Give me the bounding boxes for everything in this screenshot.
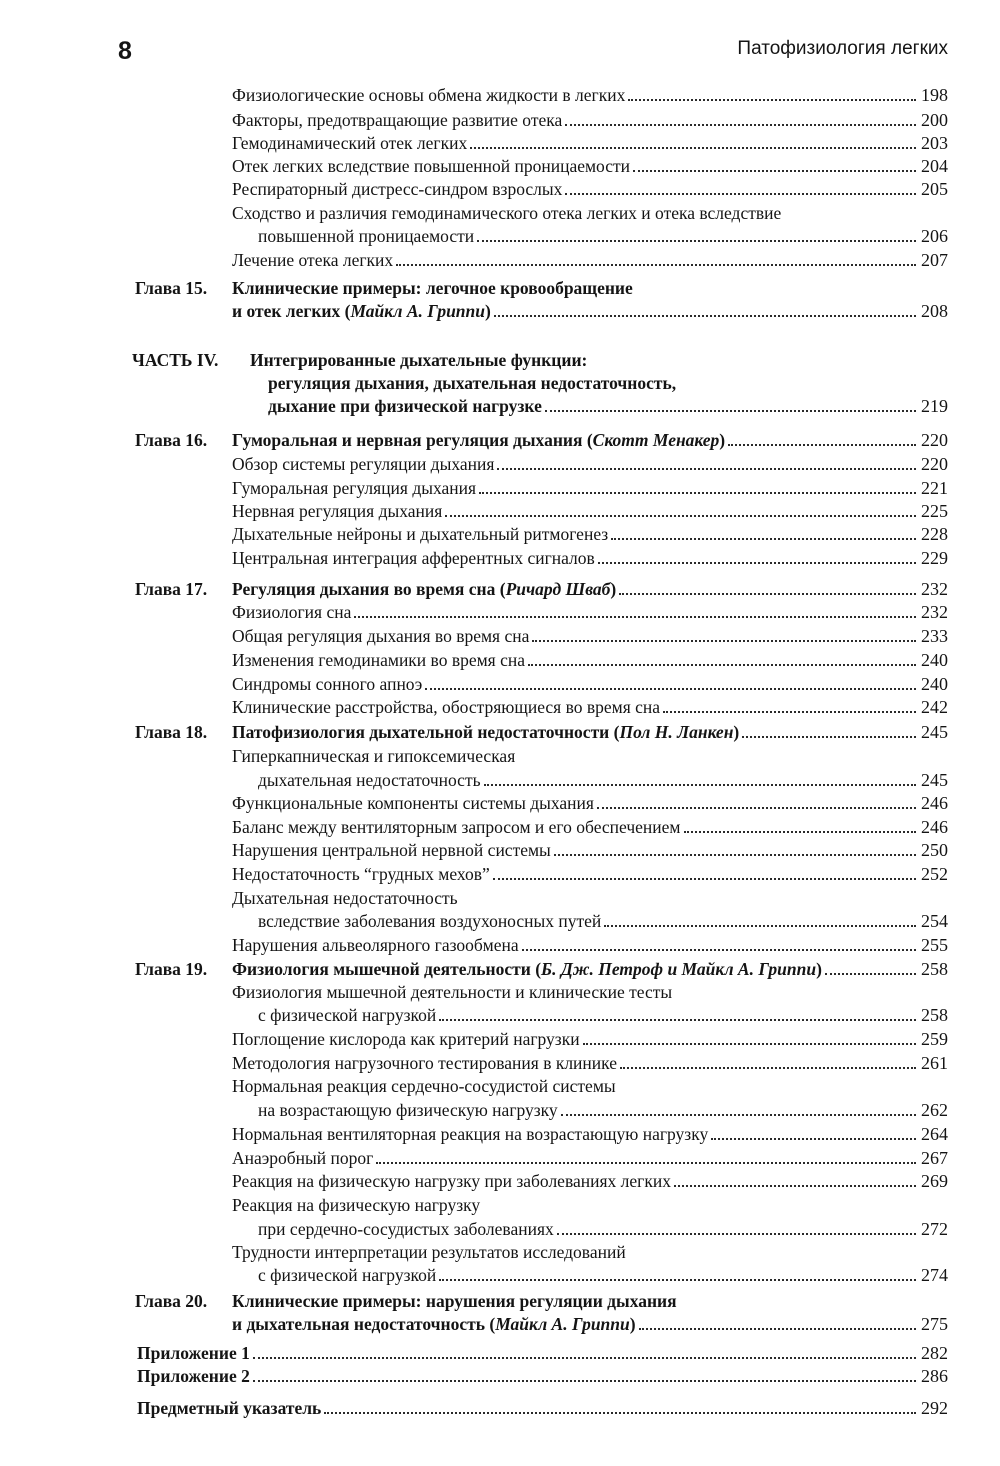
toc-entry xyxy=(135,1003,948,1027)
toc-entry xyxy=(135,177,948,201)
toc-entry-title xyxy=(232,1074,616,1098)
toc-entry-title xyxy=(258,1263,436,1287)
toc-leader-dots xyxy=(376,1162,915,1164)
toc-leader-dots xyxy=(620,1067,916,1069)
toc-page-number: 232 xyxy=(921,579,948,599)
toc-leader-dots xyxy=(470,147,916,149)
toc-page-number: 275 xyxy=(921,1314,948,1334)
toc-entry xyxy=(135,744,948,768)
toc-entry xyxy=(135,838,948,862)
toc-entry-title xyxy=(137,1341,250,1365)
toc-author: Пол Н. Ланкен xyxy=(619,722,734,742)
toc-heading xyxy=(135,1289,948,1313)
toc-entry-text: Нормальная реакция сердечно-сосудистой системы xyxy=(232,1076,616,1096)
toc-leader-dots xyxy=(728,444,916,446)
toc-entry-text: Нормальная вентиляторная реакция на возрастающую нагрузку xyxy=(232,1124,709,1144)
toc-entry-title xyxy=(232,672,422,696)
toc-leader-dots xyxy=(598,562,916,564)
toc-page-number: 206 xyxy=(921,226,948,246)
toc-page-number: 225 xyxy=(921,501,948,521)
toc-entry xyxy=(135,299,948,323)
toc-entry-title xyxy=(232,1146,373,1170)
toc-entry-title xyxy=(258,768,481,792)
toc-entry-text: дыхание при физической нагрузке xyxy=(268,396,542,416)
toc-entry xyxy=(135,1169,948,1193)
toc-entry xyxy=(135,522,948,546)
toc-entry-text: Методология нагрузочного тестирования в клинике xyxy=(232,1053,617,1073)
toc-page-number: 258 xyxy=(921,959,948,979)
toc-entry-text: вследствие заболевания воздухоносных путей xyxy=(258,911,602,931)
toc-label: Глава 18. xyxy=(135,722,208,742)
toc-page-number: 245 xyxy=(921,770,948,790)
toc-entry-title: Гуморальная и нервная регуляция дыхания (Скотт Менакер) xyxy=(232,430,726,450)
toc-leader-dots xyxy=(528,664,916,666)
toc-author: Майкл А. Гриппи xyxy=(350,301,486,321)
toc-heading xyxy=(135,276,948,300)
toc-entry-text: Синдромы сонного апноэ xyxy=(232,674,423,694)
toc-heading xyxy=(135,720,948,744)
toc-heading xyxy=(135,957,948,981)
toc-entry xyxy=(132,371,948,395)
toc-page-number: 269 xyxy=(921,1171,948,1191)
toc-entry-title xyxy=(232,499,442,523)
toc-entry-title xyxy=(268,371,676,395)
toc-entry-title xyxy=(268,394,542,418)
toc-entry-text: Сходство и различия гемодинамического отека легких и отека вследствие xyxy=(232,203,782,223)
toc-entry-title xyxy=(232,933,519,957)
toc-leader-dots xyxy=(494,315,916,317)
toc-leader-dots xyxy=(619,593,916,595)
toc-entry xyxy=(135,131,948,155)
toc-entry-text: Общая регуляция дыхания во время сна xyxy=(232,626,530,646)
toc-entry-text: Гемодинамический отек легких xyxy=(232,133,468,153)
toc-page-number: 208 xyxy=(921,301,948,321)
toc-entry xyxy=(135,452,948,476)
toc-entry-title xyxy=(232,248,393,272)
toc-page-number: 261 xyxy=(921,1053,948,1073)
toc-leader-dots xyxy=(439,1019,916,1021)
toc-entry-text: Приложение 2 xyxy=(137,1366,250,1386)
toc-entry-title: и отек легких (Майкл А. Гриппи) xyxy=(232,301,491,321)
toc-page-number: 246 xyxy=(921,817,948,837)
toc-page-number: 245 xyxy=(921,722,948,742)
toc-entry-title: и дыхательная недостаточность (Майкл А. Гриппи) xyxy=(232,1314,636,1334)
toc-page-number: 220 xyxy=(921,454,948,474)
toc-leader-dots xyxy=(565,124,916,126)
toc-entry-title xyxy=(232,522,608,546)
toc-page-number: 242 xyxy=(921,697,948,717)
toc-page-number: 233 xyxy=(921,626,948,646)
toc-entry-title: Регуляция дыхания во время сна (Ричард Шваб) xyxy=(232,579,617,599)
toc-entry-text: Интегрированные дыхательные функции: xyxy=(250,350,588,370)
toc-leader-dots xyxy=(663,711,916,713)
toc-entry-title xyxy=(137,1396,321,1420)
toc-page-number: 264 xyxy=(921,1124,948,1144)
toc-entry-text: Нарушения центральной нервной системы xyxy=(232,840,551,860)
toc-entry-title xyxy=(232,1193,480,1217)
toc-entry-text: Патофизиология дыхательной недостаточности xyxy=(232,722,610,742)
toc-leader-dots xyxy=(354,616,915,618)
toc-entry xyxy=(135,909,948,933)
toc-entry-text: Лечение отека легких xyxy=(232,250,394,270)
toc-entry xyxy=(137,1364,948,1388)
toc-page-number: 204 xyxy=(921,156,948,176)
toc-entry-text: Предметный указатель xyxy=(137,1398,322,1418)
toc-page-number: 240 xyxy=(921,650,948,670)
toc-entry xyxy=(137,1341,948,1365)
toc-entry-title xyxy=(258,224,474,248)
toc-leader-dots xyxy=(554,854,916,856)
toc-entry-title xyxy=(232,83,625,107)
toc-entry-text: Регуляция дыхания во время сна xyxy=(232,579,496,599)
toc-label: Глава 19. xyxy=(135,959,208,979)
toc-entry xyxy=(135,1098,948,1122)
toc-leader-dots xyxy=(742,736,916,738)
toc-entry-text: Факторы, предотвращающие развитие отека xyxy=(232,110,563,130)
toc-entry xyxy=(135,499,948,523)
toc-entry-text: Приложение 1 xyxy=(137,1343,250,1363)
toc-label: Глава 16. xyxy=(135,430,208,450)
toc-entry-text: Гуморальная регуляция дыхания xyxy=(232,478,477,498)
toc-entry-text: повышенной проницаемости xyxy=(258,226,475,246)
toc-entry-title xyxy=(232,546,595,570)
toc-entry-title xyxy=(232,177,562,201)
toc-leader-dots xyxy=(253,1357,916,1359)
toc-entry-title: Патофизиология дыхательной недостаточности (Пол Н. Ланкен) xyxy=(232,722,740,742)
toc-entry xyxy=(135,933,948,957)
toc-entry-title xyxy=(232,1169,671,1193)
toc-entry-title xyxy=(232,1051,617,1075)
toc-entry xyxy=(135,83,948,107)
toc-page-number: 254 xyxy=(921,911,948,931)
toc-page-number: 221 xyxy=(921,478,948,498)
toc-page-number: 229 xyxy=(921,548,948,568)
toc-entry-title xyxy=(232,201,781,225)
toc-heading xyxy=(135,428,948,452)
toc-entry-text: Нарушения альвеолярного газообмена xyxy=(232,935,519,955)
toc-leader-dots xyxy=(477,240,916,242)
toc-entry xyxy=(135,791,948,815)
toc-author: Скотт Менакер xyxy=(592,430,720,450)
toc-heading xyxy=(135,577,948,601)
toc-entry xyxy=(135,886,948,910)
toc-entry-text: Клинические примеры: нарушения регуляции дыхания xyxy=(232,1291,677,1311)
toc-entry xyxy=(132,394,948,418)
toc-entry-text: Трудности интерпретации результатов исследований xyxy=(232,1242,626,1262)
toc-entry xyxy=(135,248,948,272)
toc-leader-dots xyxy=(324,1412,915,1414)
toc-leader-dots xyxy=(497,468,915,470)
toc-leader-dots xyxy=(565,193,915,195)
toc-entry xyxy=(135,672,948,696)
toc-entry xyxy=(135,1240,948,1264)
toc-entry xyxy=(135,600,948,624)
toc-page-number: 262 xyxy=(921,1100,948,1120)
toc-label: Глава 17. xyxy=(135,579,208,599)
toc-entry xyxy=(135,108,948,132)
toc-leader-dots xyxy=(611,538,916,540)
toc-entry xyxy=(135,768,948,792)
toc-entry-text: с физической нагрузкой xyxy=(258,1265,437,1285)
toc-leader-dots xyxy=(561,1114,916,1116)
toc-leader-dots xyxy=(583,1043,916,1045)
toc-entry-title xyxy=(232,695,660,719)
page-number: 8 xyxy=(118,37,132,65)
toc-entry-text: Реакция на физическую нагрузку при заболеваниях легких xyxy=(232,1171,671,1191)
toc-page-number: 205 xyxy=(921,179,948,199)
toc-leader-dots xyxy=(825,973,916,975)
toc-leader-dots xyxy=(628,99,915,101)
toc-entry-title xyxy=(232,600,351,624)
toc-entry-title xyxy=(232,452,494,476)
toc-entry-text: Физиология мышечной деятельности и клинические тесты xyxy=(232,982,673,1002)
toc-leader-dots xyxy=(633,170,916,172)
toc-entry xyxy=(135,862,948,886)
toc-leader-dots xyxy=(253,1380,916,1382)
toc-page-number: 259 xyxy=(921,1029,948,1049)
toc-author: Б. Дж. Петроф и Майкл А. Гриппи xyxy=(541,959,817,979)
toc-entry-text: при сердечно-сосудистых заболеваниях xyxy=(258,1219,554,1239)
toc-page-number: 200 xyxy=(921,110,948,130)
toc-entry-title xyxy=(232,1122,708,1146)
toc-leader-dots xyxy=(522,949,916,951)
toc-entry-title xyxy=(258,1217,554,1241)
toc-leader-dots xyxy=(684,831,916,833)
toc-entry-title xyxy=(232,624,529,648)
toc-page-number: 219 xyxy=(921,396,948,416)
toc-page-number: 246 xyxy=(921,793,948,813)
toc-entry-text: Физиологические основы обмена жидкости в легких xyxy=(232,85,626,105)
toc-entry xyxy=(135,1146,948,1170)
toc-entry-title xyxy=(232,648,525,672)
toc-entry-title xyxy=(232,886,458,910)
toc-entry-title xyxy=(232,791,594,815)
toc-entry-title: Физиология мышечной деятельности (Б. Дж. Петроф и Майкл А. Гриппи) xyxy=(232,959,822,979)
toc-entry-title xyxy=(232,1027,580,1051)
toc-entry xyxy=(135,1217,948,1241)
toc-leader-dots xyxy=(532,640,915,642)
toc-entry-text: и отек легких xyxy=(232,301,341,321)
toc-entry xyxy=(137,1396,948,1420)
toc-leader-dots xyxy=(484,784,916,786)
toc-page-number: 286 xyxy=(921,1366,948,1386)
toc-entry-text: Баланс между вентиляторным запросом и его обеспечением xyxy=(232,817,681,837)
toc-leader-dots xyxy=(493,878,916,880)
toc-entry-title xyxy=(232,744,515,768)
toc-entry-text: Клинические примеры: легочное кровообращение xyxy=(232,278,633,298)
toc-entry-text: Нервная регуляция дыхания xyxy=(232,501,443,521)
toc-page-number: 272 xyxy=(921,1219,948,1239)
toc-entry-title xyxy=(232,980,672,1004)
toc-entry xyxy=(135,1122,948,1146)
toc-page-number: 258 xyxy=(921,1005,948,1025)
toc-entry-text: с физической нагрузкой xyxy=(258,1005,437,1025)
toc-entry-text: Респираторный дистресс-синдром взрослых xyxy=(232,179,563,199)
toc-page-number: 292 xyxy=(921,1398,948,1418)
toc-entry-text: Поглощение кислорода как критерий нагрузки xyxy=(232,1029,580,1049)
toc-entry-title xyxy=(137,1364,250,1388)
toc-label: Глава 15. xyxy=(135,278,208,298)
toc-entry-text: и дыхательная недостаточность xyxy=(232,1314,485,1334)
toc-entry-text: дыхательная недостаточность xyxy=(258,770,481,790)
toc-page-number: 240 xyxy=(921,674,948,694)
toc-leader-dots xyxy=(604,925,915,927)
toc-entry xyxy=(135,1312,948,1336)
toc-entry-title xyxy=(232,476,476,500)
toc-page-number: 255 xyxy=(921,935,948,955)
toc-entry-title xyxy=(232,815,681,839)
toc-entry xyxy=(135,1263,948,1287)
toc-leader-dots xyxy=(597,807,916,809)
toc-leader-dots xyxy=(425,688,915,690)
toc-entry-title xyxy=(232,108,562,132)
running-title: Патофизиология легких xyxy=(737,38,948,59)
toc-page-number: 252 xyxy=(921,864,948,884)
toc-entry xyxy=(135,1027,948,1051)
toc-entry xyxy=(135,154,948,178)
toc-author: Ричард Шваб xyxy=(505,579,611,599)
toc-entry-title xyxy=(232,1240,626,1264)
toc-page-number: 198 xyxy=(921,85,948,105)
toc-entry-title xyxy=(258,1098,558,1122)
toc-entry xyxy=(135,1051,948,1075)
toc-entry-title xyxy=(258,1003,436,1027)
toc-leader-dots xyxy=(445,515,915,517)
toc-entry-text: Клинические расстройства, обостряющиеся во время сна xyxy=(232,697,661,717)
toc-entry xyxy=(135,624,948,648)
toc-entry-text: Реакция на физическую нагрузку xyxy=(232,1195,481,1215)
toc-entry-text: регуляция дыхания, дыхательная недостаточность, xyxy=(268,373,677,393)
toc-entry-title xyxy=(258,909,601,933)
toc-leader-dots xyxy=(545,410,916,412)
toc-heading xyxy=(132,348,948,372)
toc-entry-text: Изменения гемодинамики во время сна xyxy=(232,650,525,670)
toc-entry-text: Физиология сна xyxy=(232,602,352,622)
toc-entry-title xyxy=(232,131,467,155)
toc-entry-text: Центральная интеграция афферентных сигналов xyxy=(232,548,595,568)
toc-entry-text: Анаэробный порог xyxy=(232,1148,374,1168)
toc-page-number: 232 xyxy=(921,602,948,622)
toc-leader-dots xyxy=(639,1328,916,1330)
toc-entry xyxy=(135,546,948,570)
toc-entry-text: Отек легких вследствие повышенной проницаемости xyxy=(232,156,631,176)
toc-entry xyxy=(135,476,948,500)
toc-page-number: 220 xyxy=(921,430,948,450)
toc-label: Глава 20. xyxy=(135,1291,208,1311)
toc-entry-text: Дыхательные нейроны и дыхательный ритмогенез xyxy=(232,524,609,544)
toc-entry-title xyxy=(232,862,490,886)
toc-entry xyxy=(135,1193,948,1217)
toc-page-number: 274 xyxy=(921,1265,948,1285)
toc-entry xyxy=(135,980,948,1004)
toc-entry-title xyxy=(250,348,587,372)
toc-entry-text: Гуморальная и нервная регуляция дыхания xyxy=(232,430,583,450)
toc-entry-title xyxy=(232,276,633,300)
toc-page-number: 207 xyxy=(921,250,948,270)
toc-leader-dots xyxy=(674,1185,916,1187)
toc-entry xyxy=(135,1074,948,1098)
toc-page-number: 250 xyxy=(921,840,948,860)
toc-page-number: 228 xyxy=(921,524,948,544)
toc-entry-text: Функциональные компоненты системы дыхания xyxy=(232,793,594,813)
toc-page-number: 282 xyxy=(921,1343,948,1363)
toc-entry-text: Гиперкапническая и гипоксемическая xyxy=(232,746,516,766)
toc-leader-dots xyxy=(396,264,916,266)
toc-entry-text: Физиология мышечной деятельности xyxy=(232,959,531,979)
toc-entry-text: Обзор системы регуляции дыхания xyxy=(232,454,495,474)
toc-entry-text: Дыхательная недостаточность xyxy=(232,888,458,908)
toc-leader-dots xyxy=(479,492,916,494)
toc-entry xyxy=(135,224,948,248)
toc-entry-title xyxy=(232,1289,677,1313)
toc-entry-text: Недостаточность “грудных мехов” xyxy=(232,864,490,884)
toc-entry-title xyxy=(232,838,551,862)
toc-leader-dots xyxy=(711,1138,916,1140)
toc-page-number: 203 xyxy=(921,133,948,153)
toc-leader-dots xyxy=(439,1279,916,1281)
toc-entry-title xyxy=(232,154,630,178)
toc-entry xyxy=(135,695,948,719)
toc-entry xyxy=(135,815,948,839)
toc-leader-dots xyxy=(557,1233,916,1235)
toc-author: Майкл А. Гриппи xyxy=(495,1314,630,1334)
toc-page-number: 267 xyxy=(921,1148,948,1168)
toc-entry-text: на возрастающую физическую нагрузку xyxy=(258,1100,558,1120)
toc-entry xyxy=(135,201,948,225)
toc-label: ЧАСТЬ IV. xyxy=(132,350,219,370)
toc-entry xyxy=(135,648,948,672)
